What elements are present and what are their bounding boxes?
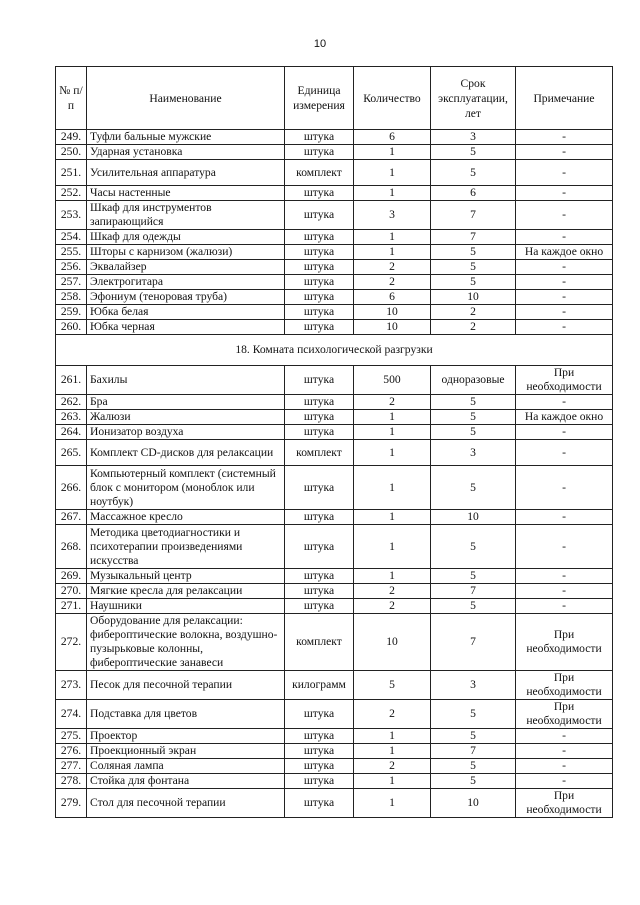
item-quantity: 3 xyxy=(354,201,431,230)
row-number: 263. xyxy=(56,410,87,425)
item-quantity: 2 xyxy=(354,260,431,275)
item-quantity: 2 xyxy=(354,759,431,774)
item-quantity: 1 xyxy=(354,729,431,744)
header-quantity: Количество xyxy=(354,67,431,130)
item-note: - xyxy=(516,510,613,525)
item-service-life: 5 xyxy=(431,275,516,290)
item-note: - xyxy=(516,440,613,466)
item-unit: штука xyxy=(285,320,354,335)
item-quantity: 1 xyxy=(354,510,431,525)
section-row xyxy=(56,335,613,366)
item-name: Туфли бальные мужские xyxy=(87,130,285,145)
row-number: 265. xyxy=(56,440,87,466)
item-unit: штука xyxy=(285,410,354,425)
item-service-life: 5 xyxy=(431,466,516,510)
item-service-life: 5 xyxy=(431,425,516,440)
table-row xyxy=(56,774,613,789)
item-quantity: 1 xyxy=(354,440,431,466)
row-number: 278. xyxy=(56,774,87,789)
item-quantity: 6 xyxy=(354,290,431,305)
item-name: Комплект CD-дисков для релаксации xyxy=(87,440,285,466)
item-service-life: одноразовые xyxy=(431,366,516,395)
table-row xyxy=(56,366,613,395)
item-unit: штука xyxy=(285,700,354,729)
item-service-life: 5 xyxy=(431,599,516,614)
item-name: Усилительная аппаратура xyxy=(87,160,285,186)
row-number: 259. xyxy=(56,305,87,320)
header-name: Наименование xyxy=(87,67,285,130)
item-note: При необходимости xyxy=(516,789,613,818)
item-unit: штука xyxy=(285,130,354,145)
item-unit: комплект xyxy=(285,614,354,671)
item-note: - xyxy=(516,290,613,305)
item-service-life: 7 xyxy=(431,584,516,599)
item-note: - xyxy=(516,230,613,245)
item-quantity: 1 xyxy=(354,425,431,440)
item-service-life: 5 xyxy=(431,729,516,744)
item-service-life: 5 xyxy=(431,160,516,186)
item-unit: штука xyxy=(285,774,354,789)
table-row xyxy=(56,160,613,186)
item-service-life: 10 xyxy=(431,290,516,305)
item-quantity: 500 xyxy=(354,366,431,395)
item-note: - xyxy=(516,569,613,584)
row-number: 256. xyxy=(56,260,87,275)
item-name: Оборудование для релаксации: фибероптические волокна, воздушно-пузырьковые колонны, фибероптические занавеси xyxy=(87,614,285,671)
item-unit: штука xyxy=(285,759,354,774)
table-row xyxy=(56,466,613,510)
item-service-life: 7 xyxy=(431,201,516,230)
item-name: Стойка для фонтана xyxy=(87,774,285,789)
table-row xyxy=(56,614,613,671)
item-name: Жалюзи xyxy=(87,410,285,425)
table-row xyxy=(56,230,613,245)
item-note: - xyxy=(516,584,613,599)
item-name: Шторы с карнизом (жалюзи) xyxy=(87,245,285,260)
row-number: 276. xyxy=(56,744,87,759)
item-name: Шкаф для одежды xyxy=(87,230,285,245)
item-quantity: 1 xyxy=(354,744,431,759)
item-service-life: 5 xyxy=(431,569,516,584)
row-number: 277. xyxy=(56,759,87,774)
row-number: 260. xyxy=(56,320,87,335)
row-number: 253. xyxy=(56,201,87,230)
item-unit: штука xyxy=(285,466,354,510)
item-note: - xyxy=(516,160,613,186)
item-note: - xyxy=(516,744,613,759)
item-unit: штука xyxy=(285,525,354,569)
item-unit: штука xyxy=(285,290,354,305)
item-service-life: 5 xyxy=(431,260,516,275)
item-note: - xyxy=(516,466,613,510)
row-number: 254. xyxy=(56,230,87,245)
table-row xyxy=(56,290,613,305)
item-service-life: 10 xyxy=(431,789,516,818)
table-row xyxy=(56,410,613,425)
table-row xyxy=(56,130,613,145)
row-number: 249. xyxy=(56,130,87,145)
item-note: - xyxy=(516,260,613,275)
item-name: Ударная установка xyxy=(87,145,285,160)
table-row xyxy=(56,320,613,335)
item-note: - xyxy=(516,395,613,410)
item-service-life: 7 xyxy=(431,230,516,245)
item-quantity: 1 xyxy=(354,186,431,201)
row-number: 261. xyxy=(56,366,87,395)
table-row xyxy=(56,584,613,599)
item-unit: штука xyxy=(285,425,354,440)
item-name: Бахилы xyxy=(87,366,285,395)
row-number: 273. xyxy=(56,671,87,700)
table-body xyxy=(56,130,613,818)
inventory-table xyxy=(55,66,613,818)
item-note: - xyxy=(516,201,613,230)
item-unit: штука xyxy=(285,230,354,245)
item-note: На каждое окно xyxy=(516,410,613,425)
item-service-life: 5 xyxy=(431,700,516,729)
item-quantity: 1 xyxy=(354,569,431,584)
item-name: Эквалайзер xyxy=(87,260,285,275)
item-unit: штука xyxy=(285,260,354,275)
item-unit: штука xyxy=(285,305,354,320)
item-service-life: 5 xyxy=(431,774,516,789)
row-number: 262. xyxy=(56,395,87,410)
item-note: - xyxy=(516,774,613,789)
item-name: Методика цветодиагностики и психотерапии произведениями искусства xyxy=(87,525,285,569)
item-unit: килограмм xyxy=(285,671,354,700)
item-service-life: 3 xyxy=(431,671,516,700)
item-quantity: 1 xyxy=(354,145,431,160)
item-name: Эфониум (теноровая труба) xyxy=(87,290,285,305)
item-name: Юбка черная xyxy=(87,320,285,335)
item-unit: комплект xyxy=(285,160,354,186)
item-name: Наушники xyxy=(87,599,285,614)
table-row xyxy=(56,186,613,201)
item-note: На каждое окно xyxy=(516,245,613,260)
item-unit: штука xyxy=(285,744,354,759)
table-row xyxy=(56,789,613,818)
item-quantity: 1 xyxy=(354,230,431,245)
row-number: 274. xyxy=(56,700,87,729)
item-unit: штука xyxy=(285,395,354,410)
table-row xyxy=(56,759,613,774)
item-quantity: 1 xyxy=(354,245,431,260)
item-service-life: 10 xyxy=(431,510,516,525)
item-name: Юбка белая xyxy=(87,305,285,320)
item-quantity: 10 xyxy=(354,614,431,671)
item-name: Соляная лампа xyxy=(87,759,285,774)
table-row xyxy=(56,671,613,700)
page-number: 10 xyxy=(313,38,327,50)
table-row xyxy=(56,729,613,744)
row-number: 269. xyxy=(56,569,87,584)
item-note: - xyxy=(516,729,613,744)
item-note: - xyxy=(516,145,613,160)
item-quantity: 1 xyxy=(354,160,431,186)
item-quantity: 2 xyxy=(354,395,431,410)
row-number: 268. xyxy=(56,525,87,569)
item-quantity: 1 xyxy=(354,789,431,818)
item-note: При необходимости xyxy=(516,366,613,395)
item-unit: штука xyxy=(285,584,354,599)
item-name: Часы настенные xyxy=(87,186,285,201)
item-service-life: 5 xyxy=(431,410,516,425)
item-quantity: 10 xyxy=(354,305,431,320)
row-number: 272. xyxy=(56,614,87,671)
item-name: Бра xyxy=(87,395,285,410)
header-unit: Единица измерения xyxy=(285,67,354,130)
item-quantity: 2 xyxy=(354,700,431,729)
row-number: 255. xyxy=(56,245,87,260)
table-header-row xyxy=(56,67,613,130)
row-number: 275. xyxy=(56,729,87,744)
item-unit: штука xyxy=(285,599,354,614)
item-unit: штука xyxy=(285,245,354,260)
item-unit: штука xyxy=(285,366,354,395)
item-service-life: 5 xyxy=(431,759,516,774)
row-number: 267. xyxy=(56,510,87,525)
item-quantity: 10 xyxy=(354,320,431,335)
item-service-life: 6 xyxy=(431,186,516,201)
item-name: Шкаф для инструментов запирающийся xyxy=(87,201,285,230)
item-name: Проектор xyxy=(87,729,285,744)
table-row xyxy=(56,700,613,729)
item-note: При необходимости xyxy=(516,700,613,729)
header-number: № п/п xyxy=(56,67,87,130)
item-unit: штука xyxy=(285,275,354,290)
row-number: 266. xyxy=(56,466,87,510)
row-number: 271. xyxy=(56,599,87,614)
item-quantity: 2 xyxy=(354,599,431,614)
table-row xyxy=(56,510,613,525)
item-unit: комплект xyxy=(285,440,354,466)
table-row xyxy=(56,425,613,440)
item-unit: штука xyxy=(285,569,354,584)
header-service-life: Срок эксплуатации, лет xyxy=(431,67,516,130)
item-unit: штука xyxy=(285,789,354,818)
item-name: Ионизатор воздуха xyxy=(87,425,285,440)
row-number: 257. xyxy=(56,275,87,290)
item-name: Электрогитара xyxy=(87,275,285,290)
item-note: - xyxy=(516,425,613,440)
item-name: Песок для песочной терапии xyxy=(87,671,285,700)
item-quantity: 5 xyxy=(354,671,431,700)
item-quantity: 1 xyxy=(354,774,431,789)
table-row xyxy=(56,245,613,260)
item-note: - xyxy=(516,275,613,290)
row-number: 251. xyxy=(56,160,87,186)
item-unit: штука xyxy=(285,510,354,525)
item-service-life: 3 xyxy=(431,440,516,466)
row-number: 270. xyxy=(56,584,87,599)
item-unit: штука xyxy=(285,729,354,744)
item-note: - xyxy=(516,525,613,569)
item-service-life: 2 xyxy=(431,320,516,335)
item-note: - xyxy=(516,320,613,335)
table-row xyxy=(56,599,613,614)
table-row xyxy=(56,395,613,410)
item-note: При необходимости xyxy=(516,614,613,671)
table-row xyxy=(56,260,613,275)
item-name: Мягкие кресла для релаксации xyxy=(87,584,285,599)
table-row xyxy=(56,275,613,290)
table-row xyxy=(56,525,613,569)
row-number: 258. xyxy=(56,290,87,305)
item-name: Стол для песочной терапии xyxy=(87,789,285,818)
row-number: 279. xyxy=(56,789,87,818)
item-unit: штука xyxy=(285,145,354,160)
table-row xyxy=(56,201,613,230)
item-service-life: 5 xyxy=(431,245,516,260)
row-number: 250. xyxy=(56,145,87,160)
item-service-life: 2 xyxy=(431,305,516,320)
item-quantity: 1 xyxy=(354,466,431,510)
row-number: 264. xyxy=(56,425,87,440)
item-unit: штука xyxy=(285,201,354,230)
item-note: - xyxy=(516,130,613,145)
item-note: - xyxy=(516,599,613,614)
item-service-life: 5 xyxy=(431,525,516,569)
item-note: При необходимости xyxy=(516,671,613,700)
section-title: 18. Комната психологической разгрузки xyxy=(56,335,613,366)
item-service-life: 7 xyxy=(431,744,516,759)
table-row xyxy=(56,305,613,320)
item-service-life: 5 xyxy=(431,395,516,410)
item-name: Подставка для цветов xyxy=(87,700,285,729)
item-quantity: 6 xyxy=(354,130,431,145)
item-note: - xyxy=(516,186,613,201)
item-quantity: 1 xyxy=(354,410,431,425)
item-quantity: 1 xyxy=(354,525,431,569)
item-name: Массажное кресло xyxy=(87,510,285,525)
table-row xyxy=(56,744,613,759)
item-service-life: 7 xyxy=(431,614,516,671)
item-service-life: 3 xyxy=(431,130,516,145)
row-number: 252. xyxy=(56,186,87,201)
table-row xyxy=(56,569,613,584)
item-name: Проекционный экран xyxy=(87,744,285,759)
item-name: Музыкальный центр xyxy=(87,569,285,584)
item-service-life: 5 xyxy=(431,145,516,160)
table-row xyxy=(56,440,613,466)
item-note: - xyxy=(516,305,613,320)
header-note: Примечание xyxy=(516,67,613,130)
item-note: - xyxy=(516,759,613,774)
item-unit: штука xyxy=(285,186,354,201)
table-row xyxy=(56,145,613,160)
item-quantity: 2 xyxy=(354,275,431,290)
item-name: Компьютерный комплект (системный блок с монитором (моноблок или ноутбук) xyxy=(87,466,285,510)
item-quantity: 2 xyxy=(354,584,431,599)
